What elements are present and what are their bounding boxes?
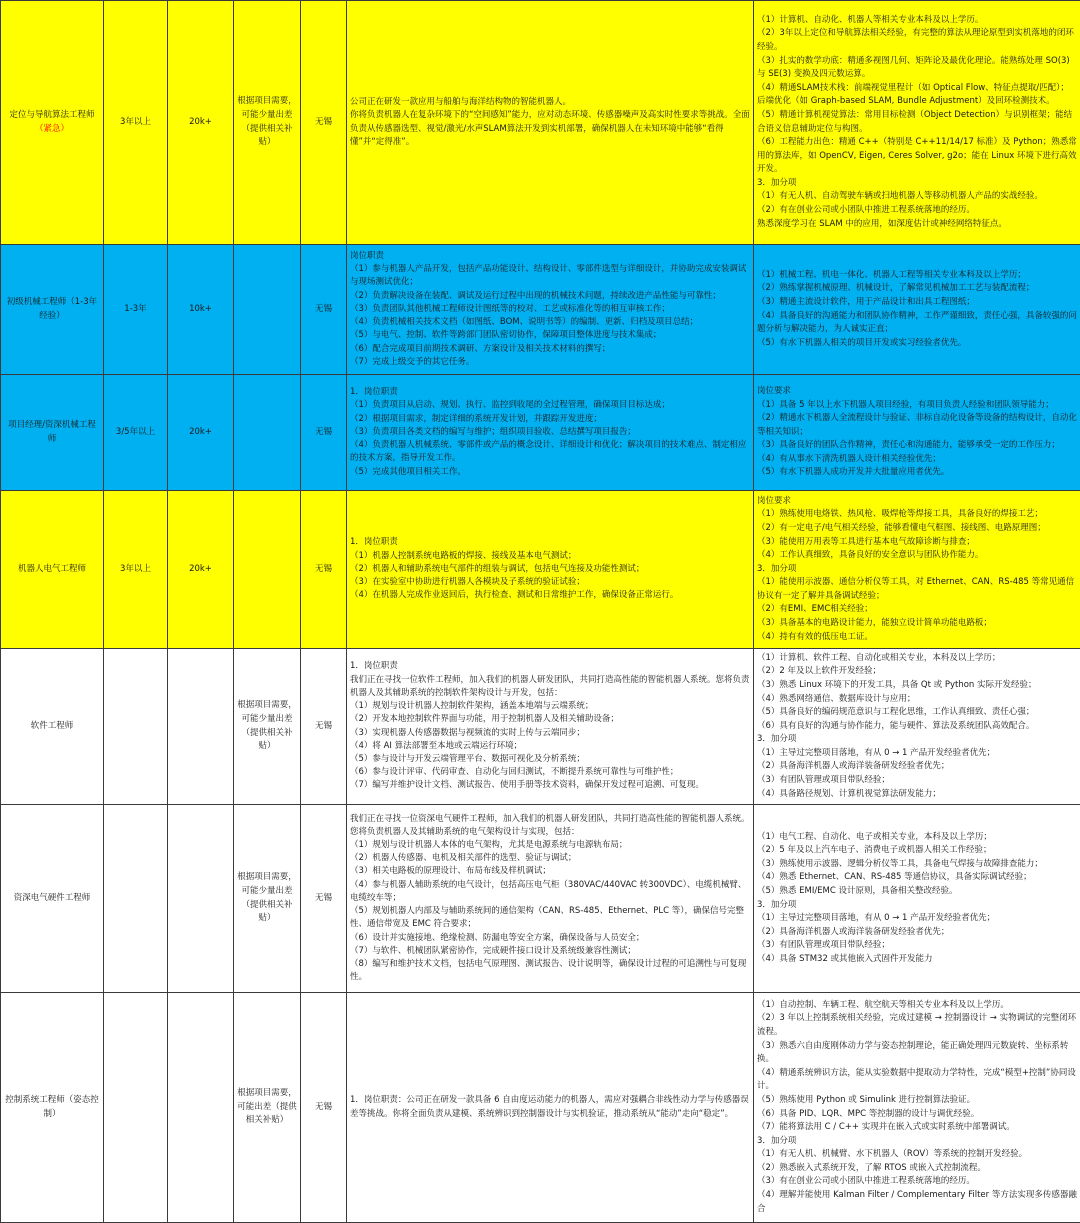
duty-line: （3）负责团队其他机械工程师设计图纸等的校对、工艺或标准化等的相互审核工作； [350,303,750,316]
requirement-line: （1）能使用示波器、通信分析仪等工具，对 Ethernet、CAN、RS-485 等常见通信协议有一定了解并具备调试经验； [757,576,1077,603]
duty-line: 1．岗位职责 [350,536,750,549]
duty-line: （3）实现机器人传感器数据与视频流的实时上传与云端同步； [350,727,750,740]
requirements-cell [754,1,1080,245]
salary-cell: 10k+ [168,245,234,375]
duty-line: （3）在实验室中协助进行机器人各模块及子系统的验证试验； [350,576,750,589]
requirement-line: （1）熟练使用电烙铁、热风枪、吸焊枪等焊接工具，具备良好的焊接工艺； [757,508,1077,522]
requirement-line: （3）熟悉 Linux 环境下的开发工具，具备 Qt 或 Python 实际开发经验； [757,679,1077,693]
table-body [1,1,1080,1223]
requirement-line: （4）工作认真细致，具备良好的安全意识与团队协作能力。 [757,549,1077,563]
requirement-line: （2）有在创业公司或小团队中推进工程系统落地的经历。 [757,204,1077,218]
job-title: 项目经理/资深机械工程师 [8,420,96,444]
salary-cell [168,649,234,805]
duty-line: （5）参与设计与开发云端管理平台、数据可视化及分析系统； [350,753,750,766]
duty-line: 1．岗位职责 [350,660,750,673]
requirement-line: （3）熟练使用示波器、逻辑分析仪等工具，具备电气焊接与故障排查能力； [757,858,1077,872]
requirement-line: （1）计算机、自动化、机器人等相关专业本科及以上学历。 [757,14,1077,28]
experience-cell [104,993,168,1223]
requirement-line: （1）有无人机、机械臂、水下机器人（ROV）等系统的控制开发经验。 [757,1148,1077,1162]
requirement-line: （2）熟悉嵌入式系统开发，了解 RTOS 或嵌入式控制流程。 [757,1162,1077,1176]
requirement-line: （1）计算机、软件工程、自动化或相关专业，本科及以上学历； [757,652,1077,666]
requirement-line: （1）有无人机、自动驾驶车辆或扫地机器人等移动机器人产品的实战经验。 [757,190,1077,204]
duties-cell [347,245,754,375]
duty-line: 我们正在寻找一位软件工程师，加入我们的机器人研发团队，共同打造高性能的智能机器人系统。您将负责机器人及其辅助系统的控制软件架构设计与开发，包括： [350,674,750,700]
table-row [1,805,1080,993]
duty-line: （2）负责解决设备在装配、调试及运行过程中出现的机械技术问题，持续改进产品性能与可靠性； [350,290,750,303]
duty-line: （3）负责项目各类文档的编写与维护；组织项目验收、总结撰写项目报告； [350,426,750,439]
duty-line: （7）与软件、机械团队紧密协作，完成硬件接口设计及系统级兼容性测试； [350,945,750,958]
experience-cell: 3年以上 [104,1,168,245]
duty-line: （6）配合完成项目前期技术调研、方案设计及相关技术材料的撰写； [350,343,750,356]
requirements-cell [754,993,1080,1223]
requirement-line: （5）有水下机器人成功开发并大批量应用者优先。 [757,466,1077,480]
duties-cell [347,805,754,993]
job-title: 软件工程师 [31,721,74,731]
duty-line: （4）在机器人完成作业返回后，执行检查、测试和日常维护工作，确保设备正常运行。 [350,589,750,602]
location-cell: 无锡 [301,491,347,649]
job-title: 资深电气硬件工程师 [14,893,91,903]
travel-cell: 根据项目需要，可能少量出差（提供相关补贴） [234,649,301,805]
duty-line: （1）负责项目从启动、规划、执行、监控到收尾的全过程管理，确保项目目标达成； [350,399,750,412]
requirement-line: （6）具有良好的沟通与协作能力，能与硬件、算法及系统团队高效配合。 [757,720,1077,734]
duty-line: （1）机器人控制系统电路板的焊接、接线及基本电气测试； [350,550,750,563]
requirement-line: （1）自动控制、车辆工程、航空航天等相关专业本科及以上学历。 [757,999,1077,1013]
requirement-line: （4）有从事水下清洗机器人设计相关经验优先； [757,453,1077,467]
job-title-cell [1,805,104,993]
duties-cell [347,1,754,245]
requirement-line: 3．加分项 [757,1135,1077,1149]
duties-cell [347,993,754,1223]
location-cell: 无锡 [301,805,347,993]
requirement-line: 岗位要求 [757,385,1077,399]
job-title-cell [1,491,104,649]
experience-cell [104,805,168,993]
travel-cell: 根据项目需要，可能少量出差（提供相关补贴） [234,1,301,245]
job-title: 机器人电气工程师 [18,564,86,574]
table-row [1,993,1080,1223]
requirement-line: 3．加分项 [757,563,1077,577]
requirement-line: （4）理解并能使用 Kalman Filter / Complementary Filter 等方法实现多传感器融合 [757,1189,1077,1216]
requirement-line: （5）熟练使用 Python 或 Simulink 进行控制算法验证。 [757,1094,1077,1108]
requirement-line: （4）持有有效的低压电工证。 [757,631,1077,645]
duty-line: （1）规划与设计机器人控制软件架构，涵盖本地端与云端系统； [350,700,750,713]
duty-line: 我们正在寻找一位资深电气硬件工程师，加入我们的机器人研发团队，共同打造高性能的智能机器人系统。您将负责机器人及其辅助系统的电气架构设计与实现，包括： [350,813,750,839]
job-title: 控制系统工程师（姿态控制） [5,1095,99,1119]
requirements-cell [754,649,1080,805]
requirement-line: （3）熟悉六自由度刚体动力学与姿态控制理论，能正确处理四元数旋转、坐标系转换。 [757,1040,1077,1067]
requirement-line: （3）有团队管理或项目带队经验； [757,939,1077,953]
requirement-line: （4）精通SLAM技术栈：前端视觉里程计（如 Optical Flow、特征点提取/匹配）；后端优化（如 Graph-based SLAM, Bundle Adjustment）及回环检测技术。 [757,82,1077,109]
duty-line: 你将负责机器人在复杂环境下的“空间感知”能力，应对动态环境、传感器噪声及高实时性要求等挑战。全面负责从传感器选型、视觉/激光/水声SLAM算法开发到实机部署，确保机器人在未知环境中能够“看得懂”并“定得准”。 [350,109,750,149]
requirements-cell [754,375,1080,491]
travel-cell [234,245,301,375]
duty-line: （4）参与机器人辅助系统的电气设计，包括高压电气柜（380VAC/440VAC 转300VDC）、电缆机械臂、电缆绞车等； [350,879,750,905]
table-row [1,649,1080,805]
experience-cell: 3年以上 [104,491,168,649]
duty-line: （5）与电气、控制、软件等跨部门团队密切协作，保障项目整体进度与技术集成； [350,329,750,342]
urgent-note: （紧急） [35,124,69,134]
job-title: 初级机械工程师（1-3年经验） [7,297,97,321]
salary-cell: 20k+ [168,1,234,245]
requirement-line: （5）精通计算机视觉算法：常用目标检测（Object Detection）与识别框架；能结合语义信息辅助定位与构图。 [757,109,1077,136]
requirement-line: （4）熟悉网络通信、数据库设计与应用； [757,693,1077,707]
requirement-line: （2）具备海洋机器人或海洋装备研发经验者优先； [757,926,1077,940]
duty-line: （7）完成上级交予的其它任务。 [350,356,750,369]
duties-cell [347,491,754,649]
duty-line: （6）参与设计评审、代码审查、自动化与回归测试，不断提升系统可靠性与可维护性； [350,766,750,779]
salary-cell: 20k+ [168,491,234,649]
requirement-line: （1）主导过完整项目落地，有从 0 → 1 产品开发经验者优先； [757,912,1077,926]
requirement-line: （4）精通系统辨识方法，能从实验数据中提取动力学特性，完成“模型+控制”协同设计。 [757,1067,1077,1094]
job-title-cell [1,649,104,805]
location-cell: 无锡 [301,245,347,375]
requirement-line: （2）具备海洋机器人或海洋装备研发经验者优先； [757,760,1077,774]
requirement-line: （3）具备良好的团队合作精神，责任心和沟通能力，能够承受一定的工作压力； [757,439,1077,453]
location-cell: 无锡 [301,649,347,805]
requirement-line: （1）电气工程、自动化、电子或相关专业，本科及以上学历； [757,831,1077,845]
requirement-line: （4）具备 STM32 或其他嵌入式固件开发能力 [757,953,1077,967]
table-row [1,491,1080,649]
requirement-line: （2）有EMI、EMC相关经验； [757,603,1077,617]
requirement-line: （2）有一定电子/电气相关经验，能够看懂电气框图、接线图、电路原理图； [757,522,1077,536]
duty-line: 1．岗位职责 [350,386,750,399]
duty-line: 岗位职责 [350,250,750,263]
job-title-cell [1,993,104,1223]
requirement-line: （5）具备良好的编码规范意识与工程化思维，工作认真细致、责任心强； [757,706,1077,720]
requirement-line: （1）主导过完整项目落地，有从 0 → 1 产品开发经验者优先； [757,747,1077,761]
requirements-cell [754,491,1080,649]
requirement-line: 3．加分项 [757,177,1077,191]
requirement-line: 3．加分项 [757,733,1077,747]
duty-line: （4）负责机器人机械系统、零部件或产品的概念设计、详细设计和优化；解决项目的技术难点、制定相应的技术方案，指导开发工作。 [350,439,750,465]
travel-cell: 根据项目需要，可能出差（提供相关补贴） [234,993,301,1223]
duty-line: （6）设计并实施接地、绝缘检测、防漏电等安全方案，确保设备与人员安全； [350,932,750,945]
requirement-line: （6）工程能力出色：精通 C++（特别是 C++11/14/17 标准）及 Python；熟悉常用的算法库，如 OpenCV, Eigen, Ceres Solver, g2o；能在 Linux 环境下进行高效开发。 [757,136,1077,177]
requirement-line: （2）熟练掌握机械原理、机械设计，了解常见机械加工工艺与装配流程； [757,282,1077,296]
duty-line: （4）负责机械相关技术文档（如图纸、BOM、说明书等）的编制、更新、归档及项目总结； [350,316,750,329]
location-cell: 无锡 [301,1,347,245]
requirement-line: （3）能使用万用表等工具进行基本电气故障诊断与排查； [757,536,1077,550]
requirement-line: （6）具备 PID、LQR、MPC 等控制器的设计与调优经验。 [757,1108,1077,1122]
duty-line: （1）参与机器人产品开发，包括产品功能设计、结构设计、零部件选型与详细设计，并协助完成安装调试与现场测试优化； [350,263,750,289]
job-title-cell [1,245,104,375]
salary-cell [168,993,234,1223]
requirement-line: （5）熟悉 EMI/EMC 设计原则，具备相关整改经验。 [757,885,1077,899]
requirement-line: （4）具备路径规划、计算机视觉算法研发能力； [757,788,1077,802]
experience-cell [104,649,168,805]
requirement-line: （3）扎实的数学功底：精通多视图几何、矩阵论及最优化理论。能熟练处理 SO(3) 与 SE(3) 变换及四元数运算。 [757,55,1077,82]
requirement-line: （3）具备基本的电路设计能力，能独立设计简单功能电路板； [757,617,1077,631]
duty-line: （2）机器人和辅助系统电气部件的组装与调试，包括电气连接及功能性测试； [350,563,750,576]
requirement-line: （4）熟悉 Ethernet、CAN、RS-485 等通信协议，具备实际调试经验； [757,871,1077,885]
requirement-line: 3．加分项 [757,899,1077,913]
location-cell: 无锡 [301,993,347,1223]
duty-line: 1．岗位职责：公司正在研发一款具备 6 自由度运动能力的机器人，需应对强耦合非线性动力学与传感器误差等挑战。你将全面负责从建模、系统辨识到控制器设计与实机验证，推动系统从“能动”走向“稳定”。 [350,1094,750,1120]
duty-line: （2）开发本地控制软件界面与功能，用于控制机器人及相关辅助设备； [350,713,750,726]
requirements-cell [754,245,1080,375]
table-row [1,245,1080,375]
requirement-line: （3）有团队管理或项目带队经验； [757,774,1077,788]
duties-cell [347,649,754,805]
duty-line: （2）根据项目需求，制定详细的系统开发计划，并跟踪开发进度； [350,413,750,426]
duties-cell [347,375,754,491]
requirement-line: （3）有在创业公司或小团队中推进工程系统落地的经历。 [757,1175,1077,1189]
requirement-line: 熟悉深度学习在 SLAM 中的应用，如深度估计或神经网络特征点。 [757,218,1077,232]
requirement-line: （2）5 年及以上汽车电子、消费电子或机器人相关工作经验； [757,844,1077,858]
requirement-line: （4）具备良好的沟通能力和团队协作精神，工作严谨细致，责任心强，具备较强的问题分析与解决能力，为人诚实正直； [757,310,1077,337]
requirement-line: （5）有水下机器人相关的项目开发或实习经验者优先。 [757,337,1077,351]
job-title-cell [1,375,104,491]
requirement-line: （2）精通水下机器人全流程设计与验证、非标自动化设备等设备的结构设计，自动化等相关知识； [757,412,1077,439]
travel-cell: 根据项目需要，可能少量出差（提供相关补贴） [234,805,301,993]
duty-line: （5）完成其他项目相关工作。 [350,466,750,479]
duty-line: （3）相关电路板的原理设计、布局布线及样机调试； [350,865,750,878]
salary-cell: 20k+ [168,375,234,491]
requirements-cell [754,805,1080,993]
requirement-line: （2）3 年以上控制系统相关经验，完成过建模 → 控制器设计 → 实物调试的完整闭环流程。 [757,1012,1077,1039]
job-title-cell [1,1,104,245]
requirement-line: 岗位要求 [757,495,1077,509]
duty-line: （1）规划与设计机器人本体的电气架构，尤其是电源系统与电源轨布局； [350,839,750,852]
duty-line: 公司正在研发一款应用与船舶与海洋结构物的智能机器人。 [350,96,750,109]
requirement-line: （7）能将算法用 C / C++ 实现并在嵌入式或实时系统中部署调试。 [757,1121,1077,1135]
requirement-line: （1）具备 5 年以上水下机器人项目经验，有项目负责人经验和团队领导能力； [757,399,1077,413]
job-title: 定位与导航算法工程师 [9,110,94,120]
table-row [1,375,1080,491]
duty-line: （5）规划机器人内部及与辅助系统间的通信架构（CAN、RS-485、Ethernet、PLC 等），确保信号完整性、通信带宽及 EMC 符合要求； [350,905,750,931]
requirement-line: （2）3年以上定位和导航算法相关经验，有完整的算法从理论原型到实机落地的闭环经验。 [757,27,1077,54]
travel-cell [234,491,301,649]
table-row [1,1,1080,245]
experience-cell: 3/5年以上 [104,375,168,491]
salary-cell [168,805,234,993]
experience-cell: 1-3年 [104,245,168,375]
requirement-line: （1）机械工程、机电一体化、机器人工程等相关专业本科及以上学历； [757,269,1077,283]
duty-line: （2）机器人传感器、电机及相关部件的选型、验证与调试； [350,852,750,865]
requirement-line: （2）2 年及以上软件开发经验； [757,665,1077,679]
travel-cell [234,375,301,491]
requirement-line: （3）精通主流设计软件，用于产品设计和出具工程图纸； [757,296,1077,310]
duty-line: （8）编写和维护技术文档，包括电气原理图、测试报告、设计说明等，确保设计过程的可追溯性与可复现性。 [350,958,750,984]
duty-line: （7）编写并维护设计文档、测试报告、使用手册等技术资料，确保开发过程可追溯、可复现。 [350,779,750,792]
location-cell: 无锡 [301,375,347,491]
duty-line: （4）将 AI 算法部署至本地或云端运行环境； [350,740,750,753]
